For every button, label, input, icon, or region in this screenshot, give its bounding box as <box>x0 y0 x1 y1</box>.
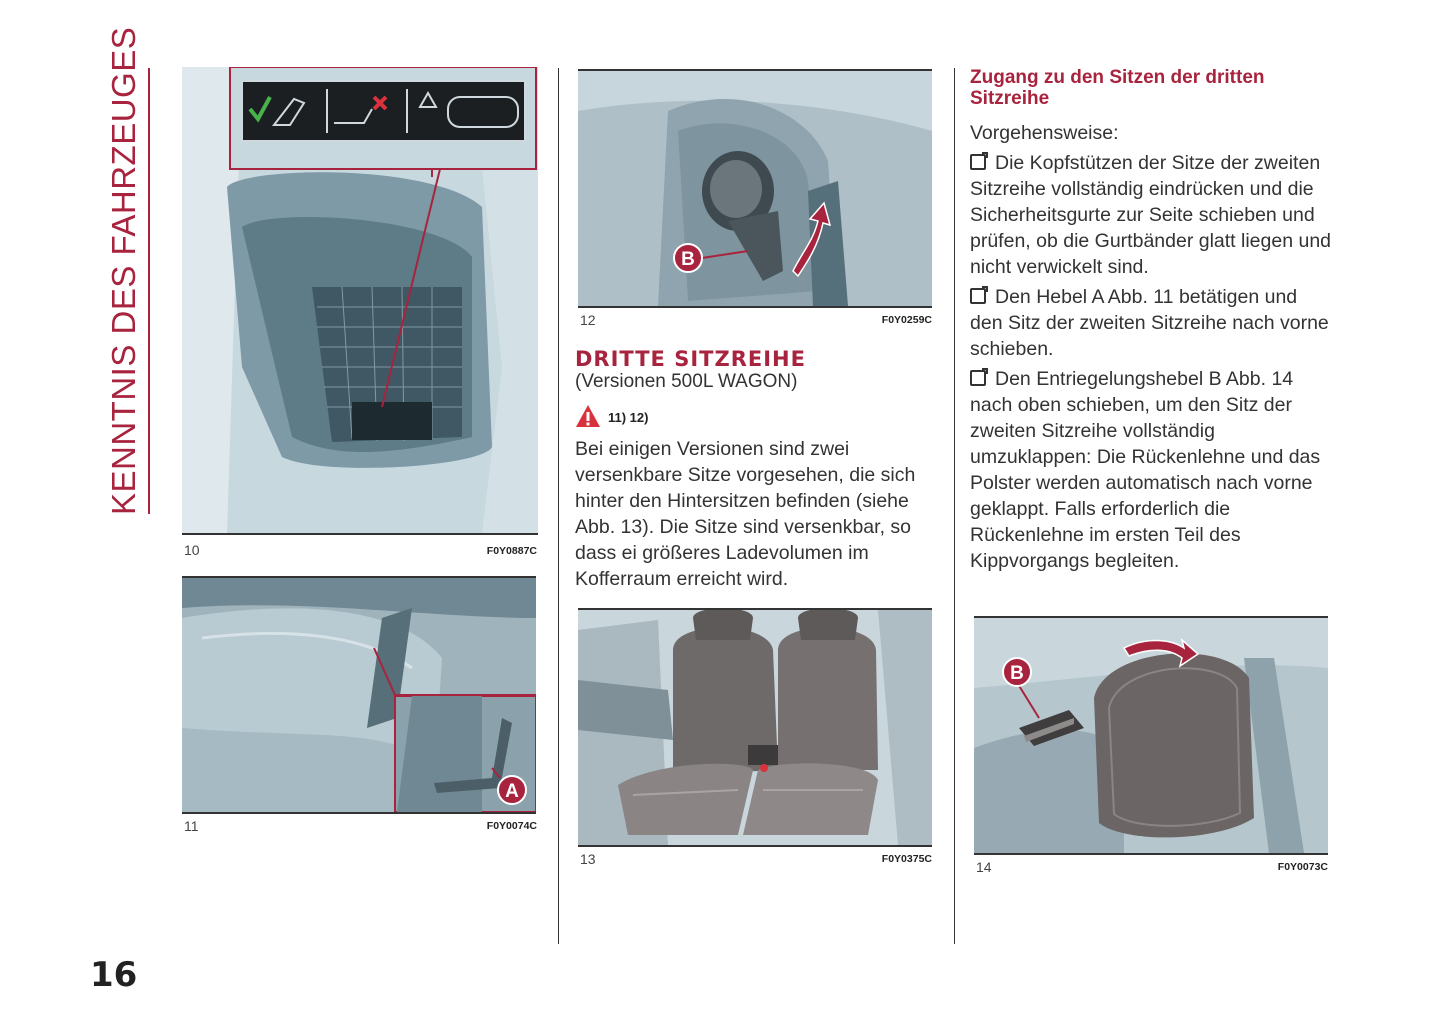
right-section-heading: Zugang zu den Sitzen der dritten Sitzreihe <box>970 67 1265 109</box>
column-divider-1 <box>558 68 559 944</box>
section-heading-third-row: DRITTE SITZREIHE <box>575 347 806 371</box>
figure-12-code: F0Y0259C <box>881 314 932 326</box>
column-divider-2 <box>954 68 955 944</box>
figure-11-callout: A <box>505 781 519 802</box>
figure-13-number: 13 <box>580 851 596 867</box>
checkbox-bullet-icon <box>970 370 986 386</box>
section-subtitle: (Versionen 500L WAGON) <box>575 371 798 392</box>
figure-11-code: F0Y0074C <box>486 820 537 832</box>
chapter-side-title: KENNTNIS DES FAHRZEUGES <box>105 26 142 515</box>
figure-10-number: 10 <box>184 542 200 558</box>
step-item: Die Kopfstützen der Sitze der zweiten Sitzreihe vollständig eindrücken und die Sicherheitsgurte zur Seite schieben und prüfen, ob die Gurtbänder glatt liegen und nicht verwickelt sind. <box>970 152 1332 278</box>
section-paragraph: Bei einigen Versionen sind zwei versenkbare Sitze vorgesehen, die sich hinter den Hintersitzen befinden (siehe Abb. 13). Die Sitze sind versenkbar, so dass ei größeres Ladevolumen im Kofferraum erreicht wird. <box>575 438 916 590</box>
figure-14-number: 14 <box>976 859 992 875</box>
figure-11-image <box>182 576 536 814</box>
figure-13-code: F0Y0375C <box>881 853 932 865</box>
chapter-rule <box>148 68 150 514</box>
figure-12-callout: B <box>681 249 695 270</box>
figure-14-code: F0Y0073C <box>1277 861 1328 873</box>
figure-11-number: 11 <box>184 818 199 834</box>
figure-14-image <box>974 616 1328 855</box>
step-item: Den Hebel A Abb. 11 betätigen und den Sitz der zweiten Sitzreihe nach vorne schieben. <box>970 286 1329 360</box>
figure-10-image <box>182 67 538 535</box>
checkbox-bullet-icon <box>970 154 986 170</box>
figure-12-number: 12 <box>580 312 596 328</box>
right-section-body <box>970 120 1335 578</box>
figure-14-callout: B <box>1010 663 1024 684</box>
figure-12-image <box>578 69 932 308</box>
page-number: 16 <box>90 955 138 995</box>
warning-refs: 11) 12) <box>608 410 649 425</box>
step-item: Den Entriegelungshebel B Abb. 14 nach oben schieben, um den Sitz der zweiten Sitzreihe vollständig umzuklappen: Die Rückenlehne und das Polster werden automatisch nach vorne geklappt. Falls erforderlich die Rückenlehne im ersten Teil des Kippvorgangs begleiten. <box>970 368 1321 572</box>
figure-10-code: F0Y0887C <box>486 545 537 557</box>
procedure-intro: Vorgehensweise: <box>970 122 1119 144</box>
figure-13-image <box>578 608 932 847</box>
warning-reference <box>575 404 695 430</box>
warning-icon <box>575 404 601 428</box>
checkbox-bullet-icon <box>970 288 986 304</box>
